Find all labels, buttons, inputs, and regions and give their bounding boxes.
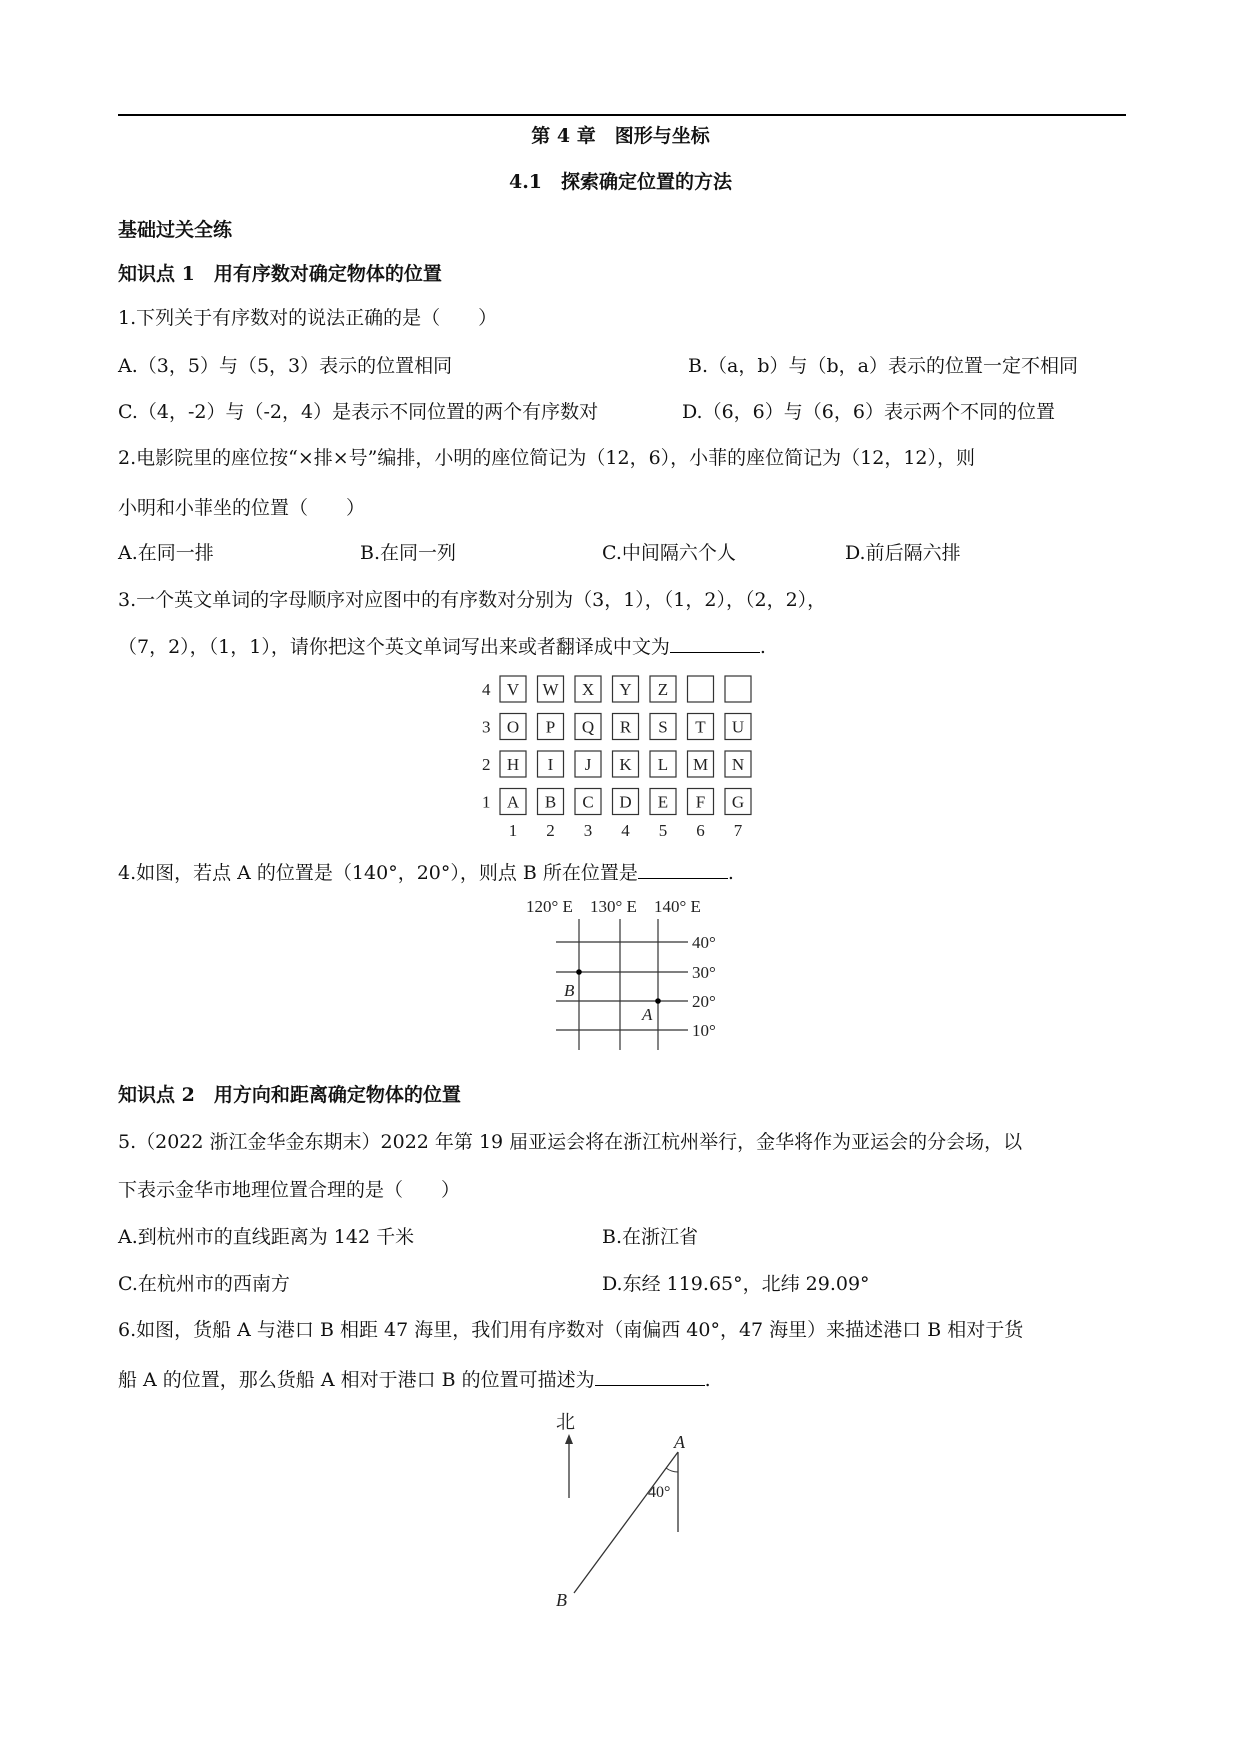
grid-col-label: 6 bbox=[696, 821, 705, 840]
port-b-label: B bbox=[556, 1590, 567, 1610]
grid-cell-letter: T bbox=[695, 717, 706, 737]
grid-col-label: 7 bbox=[733, 821, 743, 840]
grid-cell-letter: Q bbox=[581, 717, 595, 737]
q2-option-a: A.在同一排 bbox=[118, 542, 214, 564]
point-b-label: B bbox=[564, 981, 575, 1000]
chapter-title: 第 4 章 图形与坐标 bbox=[531, 125, 710, 147]
q3-stem-line2 bbox=[118, 634, 766, 659]
knowledge-point-2: 知识点 2 用方向和距离确定物体的位置 bbox=[118, 1084, 461, 1106]
latitude-label-10: 10° bbox=[692, 1021, 716, 1040]
longitude-label-120: 120° E bbox=[526, 897, 573, 916]
lat-long-grid-figure bbox=[520, 892, 740, 1052]
grid-cell-letter: E bbox=[657, 792, 669, 812]
q3-stem-end: . bbox=[759, 636, 766, 658]
section-title: 4.1 探索确定位置的方法 bbox=[508, 171, 733, 193]
grid-row-label: 3 bbox=[482, 717, 491, 737]
bearing-figure bbox=[556, 1400, 706, 1610]
grid-row-label: 2 bbox=[482, 755, 491, 774]
q3-stem-text: （7，2），（1，1），请你把这个英文单词写出来或者翻译成中文为 bbox=[118, 636, 670, 658]
latitude-label-20: 20° bbox=[692, 992, 716, 1011]
q2-option-d: D.前后隔六排 bbox=[845, 542, 961, 564]
q5-option-c: C.在杭州市的西南方 bbox=[118, 1273, 290, 1295]
grid-cell-letter: H bbox=[506, 755, 520, 774]
q5-option-a: A.到杭州市的直线距离为 142 千米 bbox=[118, 1226, 415, 1248]
grid-cell-letter: Z bbox=[657, 680, 669, 699]
grid-row-label: 1 bbox=[482, 792, 491, 812]
q2-option-b: B.在同一列 bbox=[360, 542, 457, 564]
latitude-label-40: 40° bbox=[692, 933, 716, 952]
letter-grid-figure bbox=[478, 672, 768, 840]
grid-cell-letter: U bbox=[731, 717, 745, 737]
grid-cell-letter: P bbox=[545, 717, 556, 737]
q6-stem-line2 bbox=[118, 1367, 711, 1392]
q6-answer-blank[interactable] bbox=[595, 1367, 705, 1386]
grid-cell-letter: D bbox=[619, 792, 632, 812]
north-label: 北 bbox=[556, 1412, 576, 1433]
part-title: 基础过关全练 bbox=[118, 219, 233, 241]
grid-cell-letter: Y bbox=[619, 680, 632, 699]
knowledge-point-1: 知识点 1 用有序数对确定物体的位置 bbox=[118, 263, 442, 285]
q1-option-a: A.（3，5）与（5，3）表示的位置相同 bbox=[118, 355, 453, 377]
line-a-to-b bbox=[574, 1452, 678, 1593]
grid-cell-letter: X bbox=[581, 680, 595, 699]
longitude-label-130: 130° E bbox=[590, 897, 637, 916]
grid-cell bbox=[688, 676, 714, 702]
grid-cell-letter: M bbox=[692, 755, 709, 774]
q3-answer-blank[interactable] bbox=[670, 634, 760, 653]
grid-cell-letter: O bbox=[506, 717, 520, 737]
q6-stem-text: 船 A 的位置，那么货船 A 相对于港口 B 的位置可描述为 bbox=[118, 1369, 595, 1391]
grid-cell-letter: C bbox=[582, 792, 594, 812]
grid-cell-letter: R bbox=[619, 717, 632, 737]
q5-stem-line2: 下表示金华市地理位置合理的是（ ） bbox=[118, 1179, 461, 1201]
grid-cell-letter: G bbox=[731, 792, 745, 812]
longitude-label-140: 140° E bbox=[654, 897, 701, 916]
north-arrow-icon bbox=[565, 1434, 573, 1444]
point-b bbox=[576, 969, 582, 975]
ship-a-label: A bbox=[674, 1432, 685, 1452]
q2-stem-line1: 2.电影院里的座位按“×排×号”编排，小明的座位简记为（12，6），小菲的座位简记为（12，12），则 bbox=[118, 447, 976, 469]
grid-col-label: 3 bbox=[583, 821, 593, 840]
q3-stem-line1: 3.一个英文单词的字母顺序对应图中的有序数对分别为（3，1），（1，2），（2，2）， bbox=[118, 589, 827, 611]
q1-option-c: C.（4，-2）与（-2，4）是表示不同位置的两个有序数对 bbox=[118, 401, 599, 423]
q1-stem: 1.下列关于有序数对的说法正确的是（ ） bbox=[118, 307, 498, 329]
grid-col-label: 4 bbox=[621, 821, 630, 840]
point-a-label: A bbox=[642, 1005, 653, 1024]
grid-cell-letter: N bbox=[731, 755, 745, 774]
q4-stem-text: 4.如图，若点 A 的位置是（140°，20°），则点 B 所在位置是 bbox=[118, 862, 638, 884]
q1-option-d: D.（6，6）与（6，6）表示两个不同的位置 bbox=[682, 401, 1055, 423]
angle-label: 40° bbox=[648, 1484, 671, 1501]
grid-cell-letter: L bbox=[657, 755, 669, 774]
grid-col-label: 1 bbox=[508, 821, 518, 840]
grid-cell-letter: I bbox=[547, 755, 554, 774]
q4-answer-blank[interactable] bbox=[638, 860, 728, 879]
q2-stem-line2: 小明和小菲坐的位置（ ） bbox=[118, 497, 366, 519]
q4-stem-end: . bbox=[727, 862, 734, 884]
grid-row-label: 4 bbox=[482, 680, 491, 699]
grid-cell-letter: A bbox=[506, 792, 520, 812]
q5-option-d: D.东经 119.65°，北纬 29.09° bbox=[602, 1273, 870, 1295]
grid-cell-letter: W bbox=[542, 680, 559, 699]
latitude-label-30: 30° bbox=[692, 963, 716, 982]
q6-stem-end: . bbox=[704, 1369, 711, 1391]
point-a bbox=[655, 998, 661, 1004]
grid-cell-letter: V bbox=[506, 680, 520, 699]
q2-option-c: C.中间隔六个人 bbox=[602, 542, 736, 564]
q5-stem-line1: 5.（2022 浙江金华金东期末）2022 年第 19 届亚运会将在浙江杭州举行，金华将作为亚运会的分会场，以 bbox=[118, 1131, 1023, 1153]
grid-col-label: 2 bbox=[546, 821, 555, 840]
q1-option-b: B.（a，b）与（b，a）表示的位置一定不相同 bbox=[688, 355, 1078, 377]
grid-cell-letter: J bbox=[584, 755, 592, 774]
q5-option-b: B.在浙江省 bbox=[602, 1226, 699, 1248]
grid-cell-letter: F bbox=[695, 792, 706, 812]
grid-cell bbox=[725, 676, 751, 702]
top-rule bbox=[118, 114, 1126, 116]
grid-col-label: 5 bbox=[658, 821, 668, 840]
angle-arc bbox=[666, 1468, 678, 1472]
grid-cell-letter: B bbox=[544, 792, 557, 812]
q4-stem bbox=[118, 860, 734, 885]
q6-stem-line1: 6.如图，货船 A 与港口 B 相距 47 海里，我们用有序数对（南偏西 40°，47 海里）来描述港口 B 相对于货 bbox=[118, 1319, 1024, 1341]
grid-cell-letter: K bbox=[619, 755, 632, 774]
grid-cell-letter: S bbox=[658, 717, 668, 737]
